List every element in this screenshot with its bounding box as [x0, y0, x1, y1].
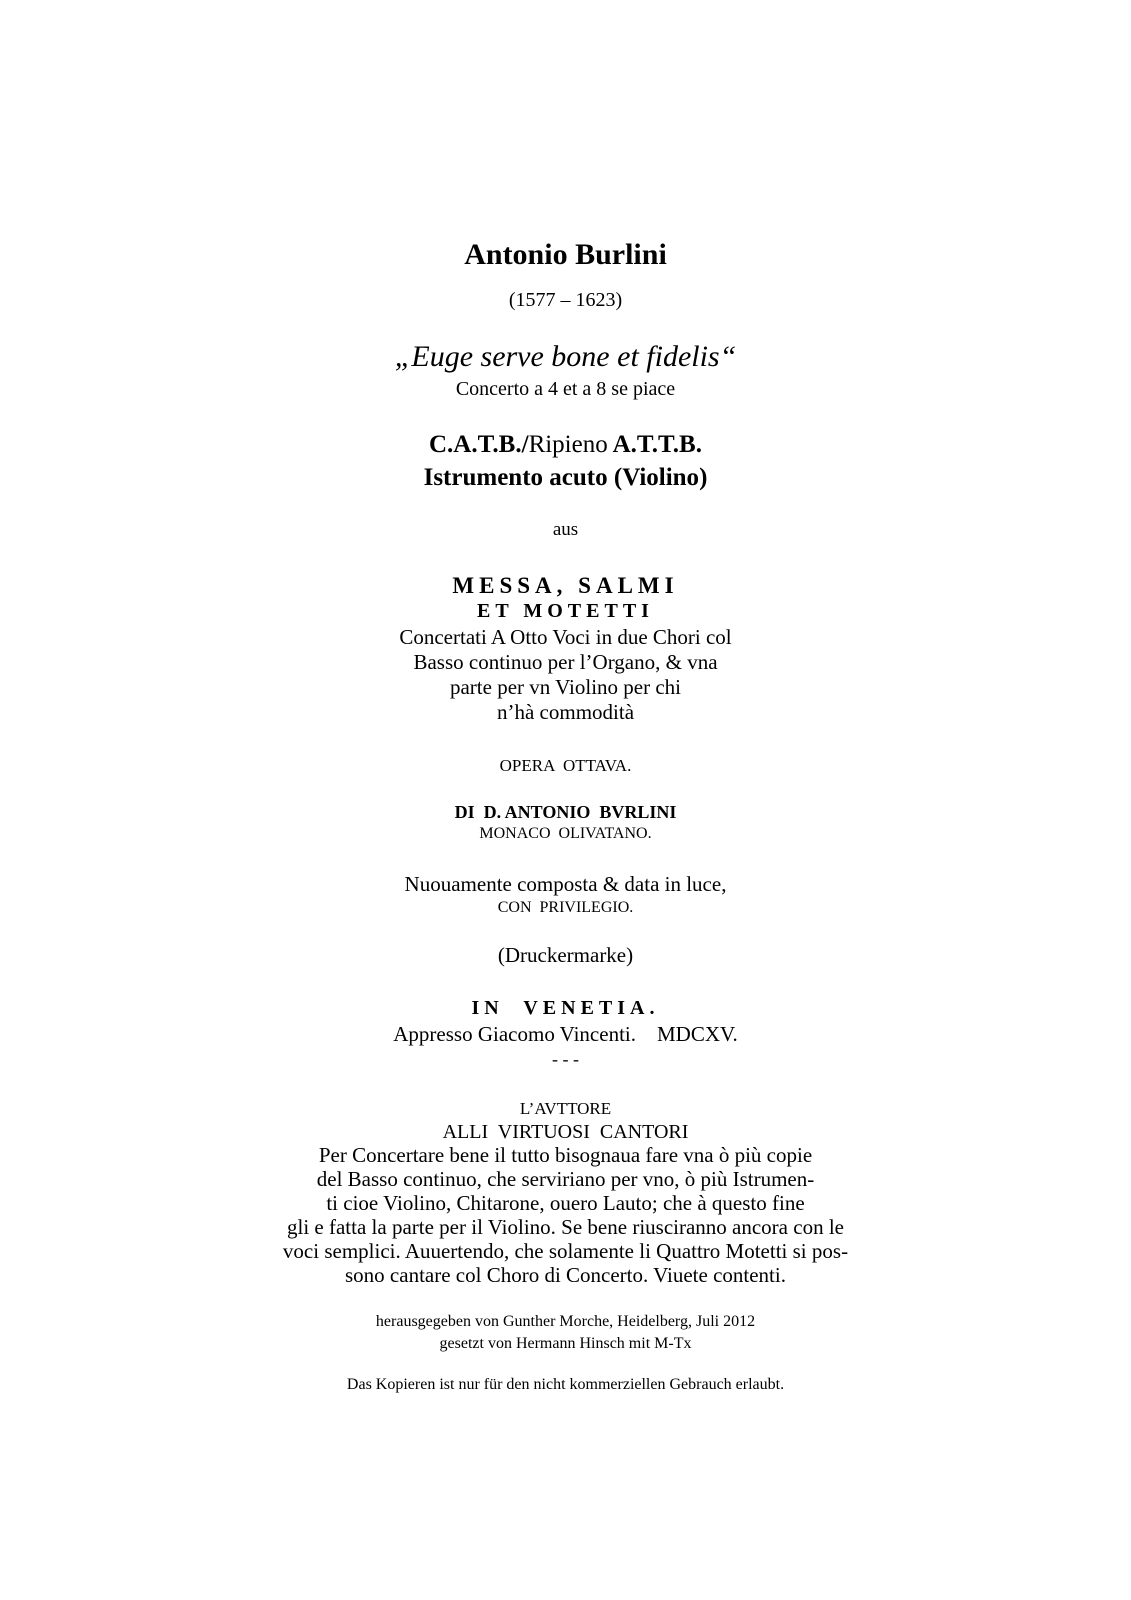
author-line: DI D. ANTONIO BVRLINI: [454, 802, 677, 822]
ripieno-label: Ripieno: [528, 431, 608, 458]
opus: OPERA OTTAVA.: [499, 756, 632, 775]
preface-line: del Basso continuo, che serviriano per vno, ò più Istrumen-: [316, 1167, 815, 1191]
source-title-line1: MESSA, SALMI: [452, 573, 679, 598]
instrument-name: Violino: [622, 464, 700, 491]
license-note: Das Kopieren ist nur für den nicht kommerziellen Gebrauch erlaubt.: [346, 1376, 785, 1393]
instrument-label: Istrumento acuto (: [423, 464, 623, 491]
preface-line: ti cioe Violino, Chitarone, ouero Lauto; che à questo fine: [326, 1191, 805, 1215]
instrument-close: ): [699, 464, 708, 491]
separator: - - -: [552, 1049, 579, 1069]
preface-line: Per Concertare bene il tutto bisognaua fare vna ò più copie: [318, 1143, 813, 1167]
source-desc-line: Basso continuo per l’Organo, & vna: [413, 650, 718, 674]
editor-credit: herausgegeben von Gunther Morche, Heidelberg, Juli 2012: [375, 1313, 756, 1330]
preface-heading1: L’AVTTORE: [519, 1099, 612, 1118]
voices-concerto: C.A.T.B./: [429, 431, 529, 458]
publisher-line: Appresso Giacomo Vincenti. MDCXV.: [393, 1022, 738, 1046]
source-desc-line: Concertati A Otto Voci in due Chori col: [399, 625, 732, 649]
source-desc-line: n’hà commodità: [496, 700, 635, 724]
voices-ripieno: A.T.T.B.: [607, 431, 702, 458]
scoring-voices: [0, 432, 1131, 457]
source-title-line2: ET MOTETTI: [477, 600, 654, 622]
work-title: „Euge serve bone et fidelis“: [394, 340, 737, 373]
city-line: IN VENETIA.: [471, 997, 660, 1019]
composer-dates: (1577 – 1623): [508, 289, 623, 311]
preface-line: voci semplici. Auuertendo, che solamente li Quattro Motetti si pos-: [282, 1239, 849, 1263]
preface-heading2: ALLI VIRTUOSI CANTORI: [442, 1121, 689, 1143]
privilege-line: CON PRIVILEGIO.: [497, 899, 634, 916]
preface-line: gli e fatta la parte per il Violino. Se bene riusciranno ancora con le: [287, 1215, 844, 1239]
aus-label: aus: [552, 519, 579, 540]
typesetter-credit: gesetzt von Hermann Hinsch mit M-Tx: [439, 1335, 692, 1352]
source-desc-line: parte per vn Violino per chi: [449, 675, 682, 699]
author-role: MONACO OLIVATANO.: [479, 825, 652, 842]
publication-line: Nuouamente composta & data in luce,: [404, 872, 727, 896]
preface-line: sono cantare col Choro di Concerto. Viuete contenti.: [345, 1263, 786, 1287]
printer-mark: (Druckermarke): [497, 943, 634, 967]
scoring-instrument: [0, 465, 1131, 490]
work-subtitle: Concerto a 4 et a 8 se piace: [455, 378, 676, 400]
composer-name: Antonio Burlini: [464, 238, 667, 271]
